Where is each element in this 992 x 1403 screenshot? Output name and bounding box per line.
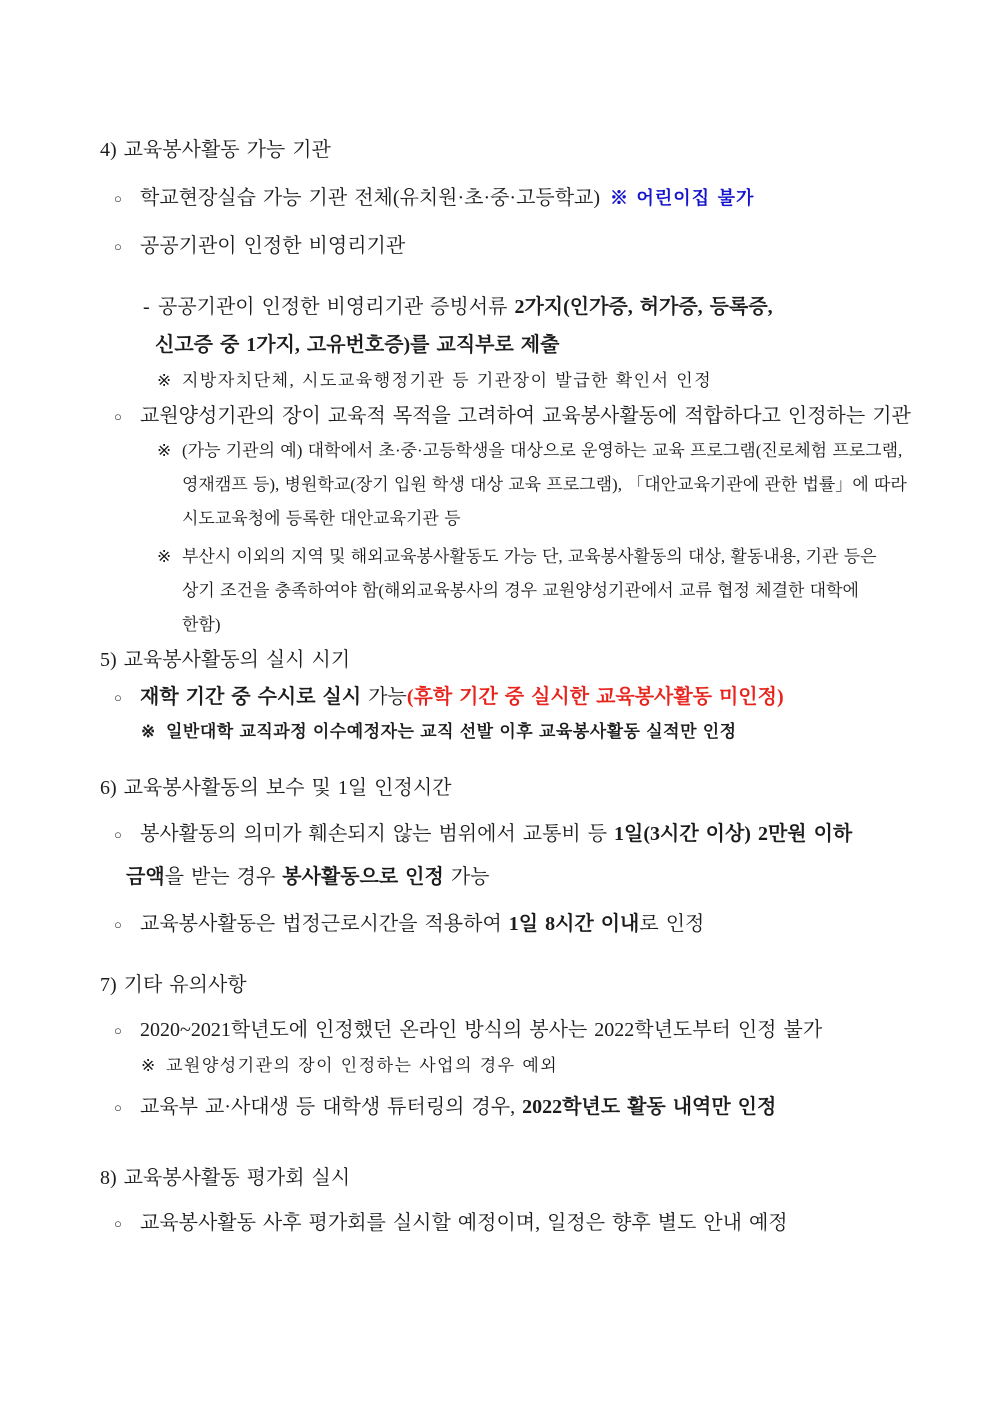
section-5-note-1 xyxy=(141,715,992,749)
note-line-1 xyxy=(157,434,992,468)
bullet-text-regular: 봉사활동의 의미가 훼손되지 않는 범위에서 교통비 등 xyxy=(140,823,615,845)
dash-bullet-icon: - xyxy=(143,296,150,318)
text-bold: 금액 xyxy=(126,866,165,888)
section-6-bullet-2 xyxy=(114,910,992,939)
circle-bullet-icon: ○ xyxy=(114,191,122,206)
bullet-text-bold: 1일 8시간 이내 xyxy=(508,913,640,935)
bullet-text: 2020~2021학년도에 인정했던 온라인 방식의 봉사는 2022학년도부터 인정 불가 xyxy=(140,1019,823,1041)
text-regular: 가능 xyxy=(443,866,490,888)
circle-bullet-icon: ○ xyxy=(114,1216,122,1231)
section-7-bullet-2 xyxy=(114,1093,992,1122)
circle-bullet-icon: ○ xyxy=(114,1100,122,1115)
bullet-text-regular: 로 인정 xyxy=(639,913,705,935)
bullet-text: 교육봉사활동 사후 평가회를 실시할 예정이며, 일정은 향후 별도 안내 예정 xyxy=(140,1212,788,1234)
note-line-2: 상기 조건을 충족하여야 함(해외교육봉사의 경우 교원양성기관에서 교류 협정 체결한 대학에 xyxy=(182,581,859,600)
text-bold: 봉사활동으로 인정 xyxy=(282,866,444,888)
bullet-text-bold: 2022학년도 활동 내역만 인정 xyxy=(522,1096,777,1118)
section-4-dash-item xyxy=(143,288,992,364)
no-daycare-note: ※ 어린이집 불가 xyxy=(610,188,755,208)
section-7-bullet-1 xyxy=(114,1016,992,1045)
note-line-3: 한함) xyxy=(182,615,221,634)
bullet-text-regular: 가능 xyxy=(361,686,407,708)
dash-text-bold: 2가지(인가증, 허가증, 등록증, xyxy=(514,296,773,318)
circle-bullet-icon: ○ xyxy=(114,409,122,424)
section-7-note-1 xyxy=(141,1049,992,1083)
note-text: 지방자치단체, 시도교육행정기관 등 기관장이 발급한 확인서 인정 xyxy=(182,371,713,390)
bullet-text-regular: 교육봉사활동은 법정근로시간을 적용하여 xyxy=(140,913,509,935)
circle-bullet-icon: ○ xyxy=(114,827,122,842)
section-4-note-1 xyxy=(157,364,992,398)
circle-bullet-icon: ○ xyxy=(114,1023,122,1038)
section-7-heading: 7) 기타 유의사항 xyxy=(100,974,247,996)
note-line-3: 시도교육청에 등록한 대안교육기관 등 xyxy=(182,509,461,528)
bullet-text-bold: 1일(3시간 이상) 2만원 이하 xyxy=(614,823,853,845)
circle-bullet-icon: ○ xyxy=(114,239,122,254)
section-4-bullet-2 xyxy=(114,232,992,261)
section-6-bullet-1 xyxy=(0,813,992,898)
circle-bullet-icon: ○ xyxy=(114,690,122,705)
reference-mark-icon: ※ xyxy=(141,722,156,741)
section-4-bullet-1 xyxy=(114,184,992,213)
bullet-text: 학교현장실습 가능 기관 전체(유치원·초·중·고등학교) xyxy=(140,187,601,209)
reference-mark-icon: ※ xyxy=(141,1056,157,1075)
note-line-1 xyxy=(157,540,992,574)
bullet-text-bold: 재학 기간 중 수시로 실시 xyxy=(140,686,362,708)
dash-text-regular: 공공기관이 인정한 비영리기관 증빙서류 xyxy=(158,296,515,318)
section-8-heading: 8) 교육봉사활동 평가회 실시 xyxy=(100,1167,351,1189)
circle-bullet-icon: ○ xyxy=(114,917,122,932)
reference-mark-icon: ※ xyxy=(157,441,172,460)
section-6-heading: 6) 교육봉사활동의 보수 및 1일 인정시간 xyxy=(100,777,452,799)
bullet-line-1 xyxy=(114,813,992,856)
note-text: 일반대학 교직과정 이수예정자는 교직 선발 이후 교육봉사활동 실적만 인정 xyxy=(166,722,737,741)
section-5-heading: 5) 교육봉사활동의 실시 시기 xyxy=(100,649,351,671)
bullet-text-regular: 교육부 교·사대생 등 대학생 튜터링의 경우, xyxy=(140,1096,523,1118)
note-line-2: 영재캠프 등), 병원학교(장기 입원 학생 대상 교육 프로그램), 「대안교육기관에 관한 법률」에 따라 xyxy=(182,475,907,494)
bullet-line-2 xyxy=(114,856,992,898)
dash-line-2: 신고증 중 1가지, 고유번호증)를 교직부로 제출 xyxy=(155,334,560,356)
section-4-note-2 xyxy=(0,434,992,536)
note-text: 교원양성기관의 장이 인정하는 사업의 경우 예외 xyxy=(166,1056,559,1075)
section-5-bullet-1 xyxy=(114,683,992,712)
section-4-note-3 xyxy=(0,540,992,642)
reference-mark-icon: ※ xyxy=(157,371,173,390)
section-4-heading: 4) 교육봉사활동 가능 기관 xyxy=(100,139,331,161)
section-4-bullet-3 xyxy=(114,402,992,431)
reference-mark-icon: ※ xyxy=(157,547,172,566)
bullet-text: 공공기관이 인정한 비영리기관 xyxy=(140,235,406,257)
dash-line-1 xyxy=(143,288,992,326)
bullet-text: 교원양성기관의 장이 교육적 목적을 고려하여 교육봉사활동에 적합하다고 인정하는 기관 xyxy=(140,405,911,427)
section-8-bullet-1 xyxy=(114,1209,992,1238)
text-regular: 을 받는 경우 xyxy=(164,866,283,888)
note-text: (가능 기관의 예) 대학에서 초·중·고등학생을 대상으로 운영하는 교육 프로그램(진로체험 프로그램, xyxy=(182,441,903,460)
leave-of-absence-warning: (휴학 기간 중 실시한 교육봉사활동 미인정) xyxy=(406,686,784,708)
note-text: 부산시 이외의 지역 및 해외교육봉사활동도 가능 단, 교육봉사활동의 대상, 활동내용, 기관 등은 xyxy=(182,547,877,566)
